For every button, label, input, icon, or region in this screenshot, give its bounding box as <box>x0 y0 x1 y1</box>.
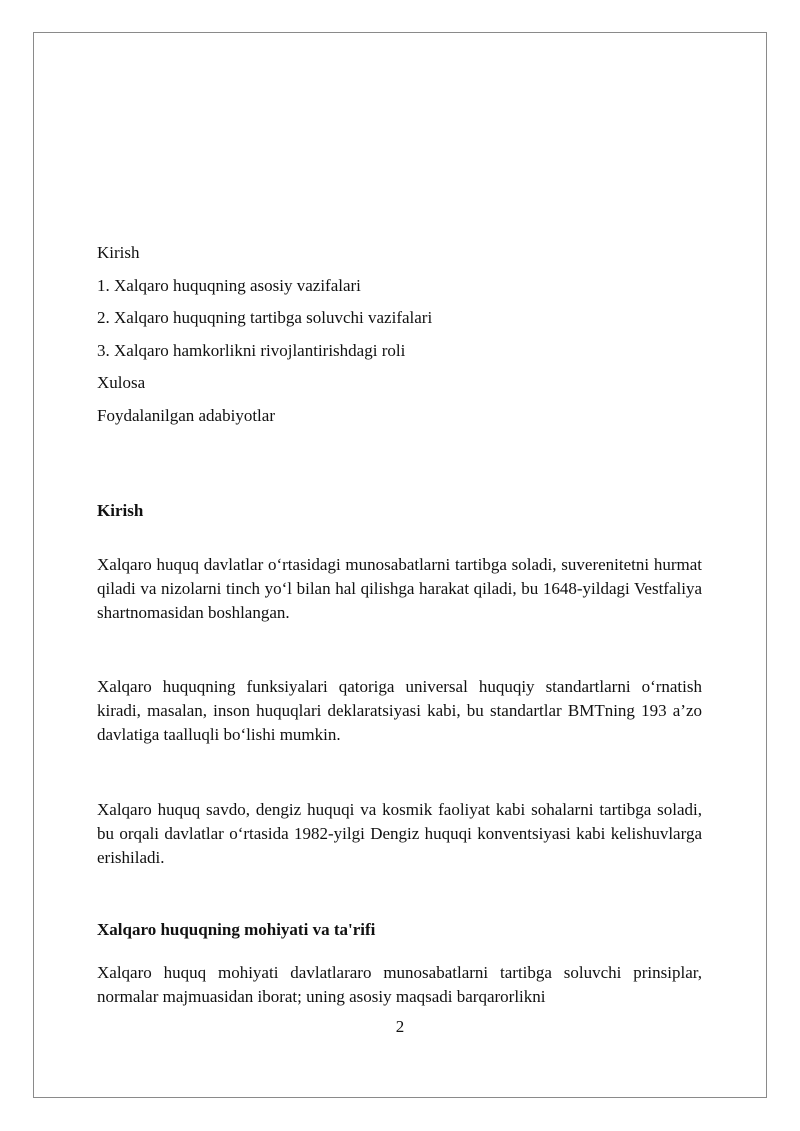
toc-item-2: 2. Xalqaro huquqning tartibga soluvchi vazifalari <box>97 308 433 328</box>
intro-paragraph-1: Xalqaro huquq davlatlar o‘rtasidagi munosabatlarni tartibga soladi, suverenitetni hurmat qiladi va nizolarni tinch yo‘l bilan hal qilishga harakat qiladi, bu 1648-yildagi Vestfaliya shartnomasidan boshlangan. <box>97 555 702 622</box>
toc-item-intro: Kirish <box>97 243 140 262</box>
section-heading: Xalqaro huquqning mohiyati va ta'rifi <box>97 920 376 939</box>
table-of-contents <box>97 241 702 437</box>
toc-item-3: 3. Xalqaro hamkorlikni rivojlantirishdagi roli <box>97 340 406 360</box>
page-number: 2 <box>395 1017 405 1036</box>
toc-item-1: 1. Xalqaro huquqning asosiy vazifalari <box>97 275 361 295</box>
section-paragraph: Xalqaro huquq mohiyati davlatlararo munosabatlarni tartibga soluvchi prinsiplar, normalar majmuasidan iborat; uning asosiy maqsadi barqarorlikni <box>97 963 702 1006</box>
intro-paragraph-3: Xalqaro huquq savdo, dengiz huquqi va kosmik faoliyat kabi sohalarni tartibga soladi, bu orqali davlatlar o‘rtasida 1982-yilgi Dengiz huquqi konventsiyasi kabi kelishuvlarga erishiladi. <box>97 800 702 867</box>
intro-heading: Kirish <box>97 501 144 520</box>
toc-item-conclusion: Xulosa <box>97 373 146 393</box>
intro-paragraph-2: Xalqaro huquqning funksiyalari qatoriga universal huquqiy standartlarni o‘rnatish kiradi, masalan, inson huquqlari deklaratsiyasi kabi, bu standartlar BMTning 193 a’zo davlatiga taalluqli bo‘lishi mumkin. <box>97 677 702 744</box>
toc-item-references: Foydalanilgan adabiyotlar <box>97 405 275 425</box>
